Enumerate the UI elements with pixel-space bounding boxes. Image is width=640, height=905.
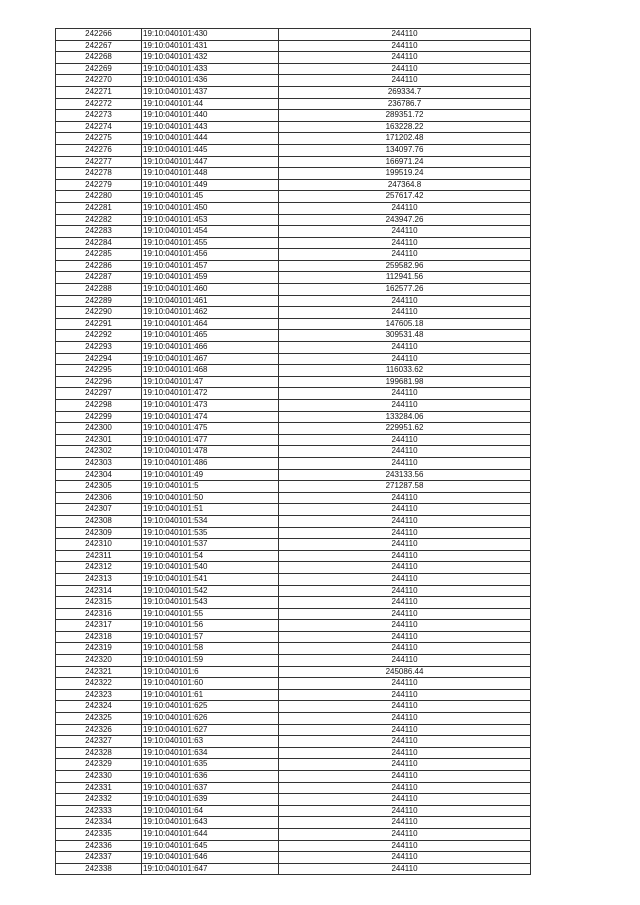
cadastral-number-cell: 19:10:040101:635	[142, 759, 279, 771]
row-number-cell: 242302	[56, 446, 142, 458]
table-row	[56, 202, 531, 214]
cadastral-number-cell: 19:10:040101:637	[142, 782, 279, 794]
value-cell: 244110	[279, 608, 531, 620]
row-number-cell: 242288	[56, 284, 142, 296]
value-cell: 244110	[279, 237, 531, 249]
table-row	[56, 828, 531, 840]
table-row	[56, 562, 531, 574]
cadastral-number-cell: 19:10:040101:643	[142, 817, 279, 829]
table-row	[56, 666, 531, 678]
table-row	[56, 144, 531, 156]
row-number-cell: 242297	[56, 388, 142, 400]
value-cell: 244110	[279, 701, 531, 713]
value-cell: 162577.26	[279, 284, 531, 296]
table-row	[56, 620, 531, 632]
table-row	[56, 504, 531, 516]
row-number-cell: 242269	[56, 63, 142, 75]
row-number-cell: 242300	[56, 423, 142, 435]
value-cell: 244110	[279, 29, 531, 41]
value-cell: 244110	[279, 713, 531, 725]
cadastral-number-cell: 19:10:040101:540	[142, 562, 279, 574]
table-row	[56, 318, 531, 330]
table-row	[56, 284, 531, 296]
cadastral-number-cell: 19:10:040101:60	[142, 678, 279, 690]
value-cell: 244110	[279, 457, 531, 469]
cadastral-number-cell: 19:10:040101:486	[142, 457, 279, 469]
table-row	[56, 539, 531, 551]
table-row	[56, 75, 531, 87]
table-row	[56, 214, 531, 226]
row-number-cell: 242289	[56, 295, 142, 307]
value-cell: 244110	[279, 446, 531, 458]
row-number-cell: 242318	[56, 631, 142, 643]
row-number-cell: 242268	[56, 52, 142, 64]
cadastral-number-cell: 19:10:040101:55	[142, 608, 279, 620]
table-row	[56, 678, 531, 690]
value-cell: 244110	[279, 643, 531, 655]
value-cell: 244110	[279, 771, 531, 783]
value-cell: 271287.58	[279, 481, 531, 493]
table-row	[56, 655, 531, 667]
cadastral-number-cell: 19:10:040101:466	[142, 342, 279, 354]
cadastral-number-cell: 19:10:040101:475	[142, 423, 279, 435]
row-number-cell: 242296	[56, 376, 142, 388]
row-number-cell: 242303	[56, 457, 142, 469]
cadastral-number-cell: 19:10:040101:433	[142, 63, 279, 75]
value-cell: 244110	[279, 539, 531, 551]
row-number-cell: 242309	[56, 527, 142, 539]
table-row	[56, 237, 531, 249]
cadastral-number-cell: 19:10:040101:467	[142, 353, 279, 365]
table-row	[56, 608, 531, 620]
value-cell: 244110	[279, 655, 531, 667]
row-number-cell: 242293	[56, 342, 142, 354]
table-row	[56, 260, 531, 272]
row-number-cell: 242267	[56, 40, 142, 52]
value-cell: 244110	[279, 342, 531, 354]
table-row	[56, 133, 531, 145]
row-number-cell: 242306	[56, 492, 142, 504]
row-number-cell: 242274	[56, 121, 142, 133]
row-number-cell: 242308	[56, 515, 142, 527]
row-number-cell: 242292	[56, 330, 142, 342]
cadastral-number-cell: 19:10:040101:51	[142, 504, 279, 516]
value-cell: 244110	[279, 400, 531, 412]
value-cell: 243947.26	[279, 214, 531, 226]
table-row	[56, 52, 531, 64]
row-number-cell: 242281	[56, 202, 142, 214]
table-row	[56, 342, 531, 354]
value-cell: 244110	[279, 631, 531, 643]
value-cell: 116033.62	[279, 365, 531, 377]
data-table	[55, 28, 531, 875]
table-body	[56, 29, 531, 875]
row-number-cell: 242273	[56, 110, 142, 122]
value-cell: 133284.06	[279, 411, 531, 423]
table-row	[56, 249, 531, 261]
cadastral-number-cell: 19:10:040101:431	[142, 40, 279, 52]
cadastral-number-cell: 19:10:040101:644	[142, 828, 279, 840]
cadastral-number-cell: 19:10:040101:56	[142, 620, 279, 632]
row-number-cell: 242326	[56, 724, 142, 736]
row-number-cell: 242271	[56, 86, 142, 98]
cadastral-number-cell: 19:10:040101:59	[142, 655, 279, 667]
table-row	[56, 782, 531, 794]
value-cell: 244110	[279, 52, 531, 64]
table-row	[56, 701, 531, 713]
cadastral-number-cell: 19:10:040101:625	[142, 701, 279, 713]
cadastral-number-cell: 19:10:040101:54	[142, 550, 279, 562]
table-row	[56, 446, 531, 458]
row-number-cell: 242314	[56, 585, 142, 597]
cadastral-number-cell: 19:10:040101:535	[142, 527, 279, 539]
cadastral-number-cell: 19:10:040101:462	[142, 307, 279, 319]
cadastral-number-cell: 19:10:040101:646	[142, 852, 279, 864]
value-cell: 269334.7	[279, 86, 531, 98]
table-row	[56, 689, 531, 701]
row-number-cell: 242298	[56, 400, 142, 412]
row-number-cell: 242327	[56, 736, 142, 748]
table-row	[56, 794, 531, 806]
cadastral-number-cell: 19:10:040101:464	[142, 318, 279, 330]
table-row	[56, 515, 531, 527]
value-cell: 244110	[279, 794, 531, 806]
value-cell: 259582.96	[279, 260, 531, 272]
cadastral-number-cell: 19:10:040101:61	[142, 689, 279, 701]
value-cell: 245086.44	[279, 666, 531, 678]
value-cell: 171202.48	[279, 133, 531, 145]
table-row	[56, 272, 531, 284]
value-cell: 166971.24	[279, 156, 531, 168]
table-row	[56, 527, 531, 539]
row-number-cell: 242270	[56, 75, 142, 87]
cadastral-number-cell: 19:10:040101:627	[142, 724, 279, 736]
cadastral-number-cell: 19:10:040101:63	[142, 736, 279, 748]
value-cell: 244110	[279, 226, 531, 238]
table-row	[56, 353, 531, 365]
table-row	[56, 29, 531, 41]
table-row	[56, 156, 531, 168]
cadastral-number-cell: 19:10:040101:450	[142, 202, 279, 214]
cadastral-number-cell: 19:10:040101:49	[142, 469, 279, 481]
row-number-cell: 242336	[56, 840, 142, 852]
table-row	[56, 713, 531, 725]
cadastral-number-cell: 19:10:040101:461	[142, 295, 279, 307]
row-number-cell: 242275	[56, 133, 142, 145]
table-row	[56, 168, 531, 180]
cadastral-number-cell: 19:10:040101:543	[142, 597, 279, 609]
cadastral-number-cell: 19:10:040101:64	[142, 805, 279, 817]
table-row	[56, 226, 531, 238]
row-number-cell: 242276	[56, 144, 142, 156]
row-number-cell: 242294	[56, 353, 142, 365]
value-cell: 243133.56	[279, 469, 531, 481]
cadastral-number-cell: 19:10:040101:5	[142, 481, 279, 493]
table-row	[56, 736, 531, 748]
cadastral-number-cell: 19:10:040101:477	[142, 434, 279, 446]
cadastral-number-cell: 19:10:040101:468	[142, 365, 279, 377]
table-row	[56, 573, 531, 585]
table-row	[56, 179, 531, 191]
cadastral-number-cell: 19:10:040101:436	[142, 75, 279, 87]
row-number-cell: 242290	[56, 307, 142, 319]
table-row	[56, 86, 531, 98]
value-cell: 244110	[279, 388, 531, 400]
cadastral-number-cell: 19:10:040101:647	[142, 863, 279, 875]
table-row	[56, 63, 531, 75]
value-cell: 244110	[279, 782, 531, 794]
value-cell: 247364.8	[279, 179, 531, 191]
table-row	[56, 759, 531, 771]
row-number-cell: 242279	[56, 179, 142, 191]
row-number-cell: 242291	[56, 318, 142, 330]
cadastral-number-cell: 19:10:040101:50	[142, 492, 279, 504]
cadastral-number-cell: 19:10:040101:6	[142, 666, 279, 678]
row-number-cell: 242266	[56, 29, 142, 41]
row-number-cell: 242320	[56, 655, 142, 667]
value-cell: 244110	[279, 75, 531, 87]
value-cell: 244110	[279, 678, 531, 690]
value-cell: 244110	[279, 585, 531, 597]
cadastral-number-cell: 19:10:040101:453	[142, 214, 279, 226]
value-cell: 244110	[279, 550, 531, 562]
value-cell: 244110	[279, 307, 531, 319]
table-row	[56, 295, 531, 307]
value-cell: 244110	[279, 562, 531, 574]
row-number-cell: 242307	[56, 504, 142, 516]
value-cell: 199519.24	[279, 168, 531, 180]
row-number-cell: 242337	[56, 852, 142, 864]
cadastral-number-cell: 19:10:040101:465	[142, 330, 279, 342]
value-cell: 244110	[279, 202, 531, 214]
table-row	[56, 330, 531, 342]
cadastral-number-cell: 19:10:040101:541	[142, 573, 279, 585]
cadastral-number-cell: 19:10:040101:44	[142, 98, 279, 110]
value-cell: 236786.7	[279, 98, 531, 110]
table-row	[56, 307, 531, 319]
row-number-cell: 242319	[56, 643, 142, 655]
row-number-cell: 242329	[56, 759, 142, 771]
value-cell: 309531.48	[279, 330, 531, 342]
row-number-cell: 242338	[56, 863, 142, 875]
table-row	[56, 852, 531, 864]
row-number-cell: 242304	[56, 469, 142, 481]
value-cell: 244110	[279, 504, 531, 516]
table-row	[56, 98, 531, 110]
row-number-cell: 242322	[56, 678, 142, 690]
cadastral-number-cell: 19:10:040101:537	[142, 539, 279, 551]
table-row	[56, 585, 531, 597]
row-number-cell: 242331	[56, 782, 142, 794]
value-cell: 147605.18	[279, 318, 531, 330]
row-number-cell: 242284	[56, 237, 142, 249]
row-number-cell: 242283	[56, 226, 142, 238]
row-number-cell: 242280	[56, 191, 142, 203]
cadastral-number-cell: 19:10:040101:636	[142, 771, 279, 783]
value-cell: 257617.42	[279, 191, 531, 203]
row-number-cell: 242328	[56, 747, 142, 759]
table-row	[56, 423, 531, 435]
row-number-cell: 242330	[56, 771, 142, 783]
value-cell: 244110	[279, 515, 531, 527]
value-cell: 244110	[279, 434, 531, 446]
value-cell: 229951.62	[279, 423, 531, 435]
value-cell: 244110	[279, 840, 531, 852]
cadastral-number-cell: 19:10:040101:448	[142, 168, 279, 180]
row-number-cell: 242301	[56, 434, 142, 446]
table-row	[56, 457, 531, 469]
row-number-cell: 242317	[56, 620, 142, 632]
table-row	[56, 492, 531, 504]
row-number-cell: 242334	[56, 817, 142, 829]
row-number-cell: 242315	[56, 597, 142, 609]
table-row	[56, 550, 531, 562]
table-row	[56, 191, 531, 203]
table-row	[56, 631, 531, 643]
value-cell: 244110	[279, 249, 531, 261]
cadastral-number-cell: 19:10:040101:478	[142, 446, 279, 458]
table-row	[56, 40, 531, 52]
row-number-cell: 242312	[56, 562, 142, 574]
cadastral-number-cell: 19:10:040101:634	[142, 747, 279, 759]
row-number-cell: 242333	[56, 805, 142, 817]
cadastral-number-cell: 19:10:040101:454	[142, 226, 279, 238]
cadastral-number-cell: 19:10:040101:456	[142, 249, 279, 261]
value-cell: 244110	[279, 40, 531, 52]
value-cell: 244110	[279, 817, 531, 829]
row-number-cell: 242310	[56, 539, 142, 551]
row-number-cell: 242335	[56, 828, 142, 840]
row-number-cell: 242285	[56, 249, 142, 261]
row-number-cell: 242313	[56, 573, 142, 585]
value-cell: 112941.56	[279, 272, 531, 284]
value-cell: 244110	[279, 724, 531, 736]
cadastral-number-cell: 19:10:040101:440	[142, 110, 279, 122]
cadastral-number-cell: 19:10:040101:47	[142, 376, 279, 388]
value-cell: 163228.22	[279, 121, 531, 133]
value-cell: 199681.98	[279, 376, 531, 388]
table-row	[56, 481, 531, 493]
cadastral-number-cell: 19:10:040101:534	[142, 515, 279, 527]
cadastral-number-cell: 19:10:040101:455	[142, 237, 279, 249]
cadastral-number-cell: 19:10:040101:443	[142, 121, 279, 133]
table-row	[56, 121, 531, 133]
cadastral-number-cell: 19:10:040101:444	[142, 133, 279, 145]
table-row	[56, 863, 531, 875]
row-number-cell: 242316	[56, 608, 142, 620]
row-number-cell: 242299	[56, 411, 142, 423]
value-cell: 244110	[279, 759, 531, 771]
cadastral-number-cell: 19:10:040101:437	[142, 86, 279, 98]
table-row	[56, 434, 531, 446]
value-cell: 244110	[279, 63, 531, 75]
cadastral-number-cell: 19:10:040101:445	[142, 144, 279, 156]
row-number-cell: 242286	[56, 260, 142, 272]
table-row	[56, 597, 531, 609]
row-number-cell: 242295	[56, 365, 142, 377]
table-row	[56, 469, 531, 481]
cadastral-number-cell: 19:10:040101:626	[142, 713, 279, 725]
value-cell: 244110	[279, 620, 531, 632]
table-row	[56, 840, 531, 852]
table-row	[56, 411, 531, 423]
value-cell: 289351.72	[279, 110, 531, 122]
cadastral-number-cell: 19:10:040101:430	[142, 29, 279, 41]
row-number-cell: 242325	[56, 713, 142, 725]
value-cell: 244110	[279, 805, 531, 817]
value-cell: 244110	[279, 492, 531, 504]
cadastral-number-cell: 19:10:040101:432	[142, 52, 279, 64]
cadastral-number-cell: 19:10:040101:449	[142, 179, 279, 191]
row-number-cell: 242305	[56, 481, 142, 493]
row-number-cell: 242287	[56, 272, 142, 284]
value-cell: 244110	[279, 573, 531, 585]
table-row	[56, 724, 531, 736]
cadastral-number-cell: 19:10:040101:460	[142, 284, 279, 296]
cadastral-number-cell: 19:10:040101:457	[142, 260, 279, 272]
row-number-cell: 242278	[56, 168, 142, 180]
row-number-cell: 242324	[56, 701, 142, 713]
value-cell: 244110	[279, 295, 531, 307]
table-row	[56, 817, 531, 829]
value-cell: 244110	[279, 353, 531, 365]
cadastral-number-cell: 19:10:040101:542	[142, 585, 279, 597]
cadastral-number-cell: 19:10:040101:645	[142, 840, 279, 852]
row-number-cell: 242277	[56, 156, 142, 168]
value-cell: 244110	[279, 736, 531, 748]
cadastral-number-cell: 19:10:040101:58	[142, 643, 279, 655]
table-row	[56, 388, 531, 400]
row-number-cell: 242272	[56, 98, 142, 110]
table-row	[56, 400, 531, 412]
value-cell: 244110	[279, 863, 531, 875]
value-cell: 244110	[279, 828, 531, 840]
table-row	[56, 805, 531, 817]
value-cell: 134097.76	[279, 144, 531, 156]
row-number-cell: 242282	[56, 214, 142, 226]
table-row	[56, 771, 531, 783]
cadastral-number-cell: 19:10:040101:57	[142, 631, 279, 643]
cadastral-number-cell: 19:10:040101:474	[142, 411, 279, 423]
cadastral-number-cell: 19:10:040101:447	[142, 156, 279, 168]
row-number-cell: 242311	[56, 550, 142, 562]
value-cell: 244110	[279, 597, 531, 609]
value-cell: 244110	[279, 689, 531, 701]
table-row	[56, 643, 531, 655]
value-cell: 244110	[279, 852, 531, 864]
table-row	[56, 376, 531, 388]
value-cell: 244110	[279, 747, 531, 759]
table-row	[56, 747, 531, 759]
cadastral-number-cell: 19:10:040101:473	[142, 400, 279, 412]
table-row	[56, 110, 531, 122]
cadastral-number-cell: 19:10:040101:459	[142, 272, 279, 284]
table-row	[56, 365, 531, 377]
value-cell: 244110	[279, 527, 531, 539]
row-number-cell: 242332	[56, 794, 142, 806]
cadastral-number-cell: 19:10:040101:45	[142, 191, 279, 203]
row-number-cell: 242321	[56, 666, 142, 678]
row-number-cell: 242323	[56, 689, 142, 701]
cadastral-number-cell: 19:10:040101:639	[142, 794, 279, 806]
cadastral-number-cell: 19:10:040101:472	[142, 388, 279, 400]
